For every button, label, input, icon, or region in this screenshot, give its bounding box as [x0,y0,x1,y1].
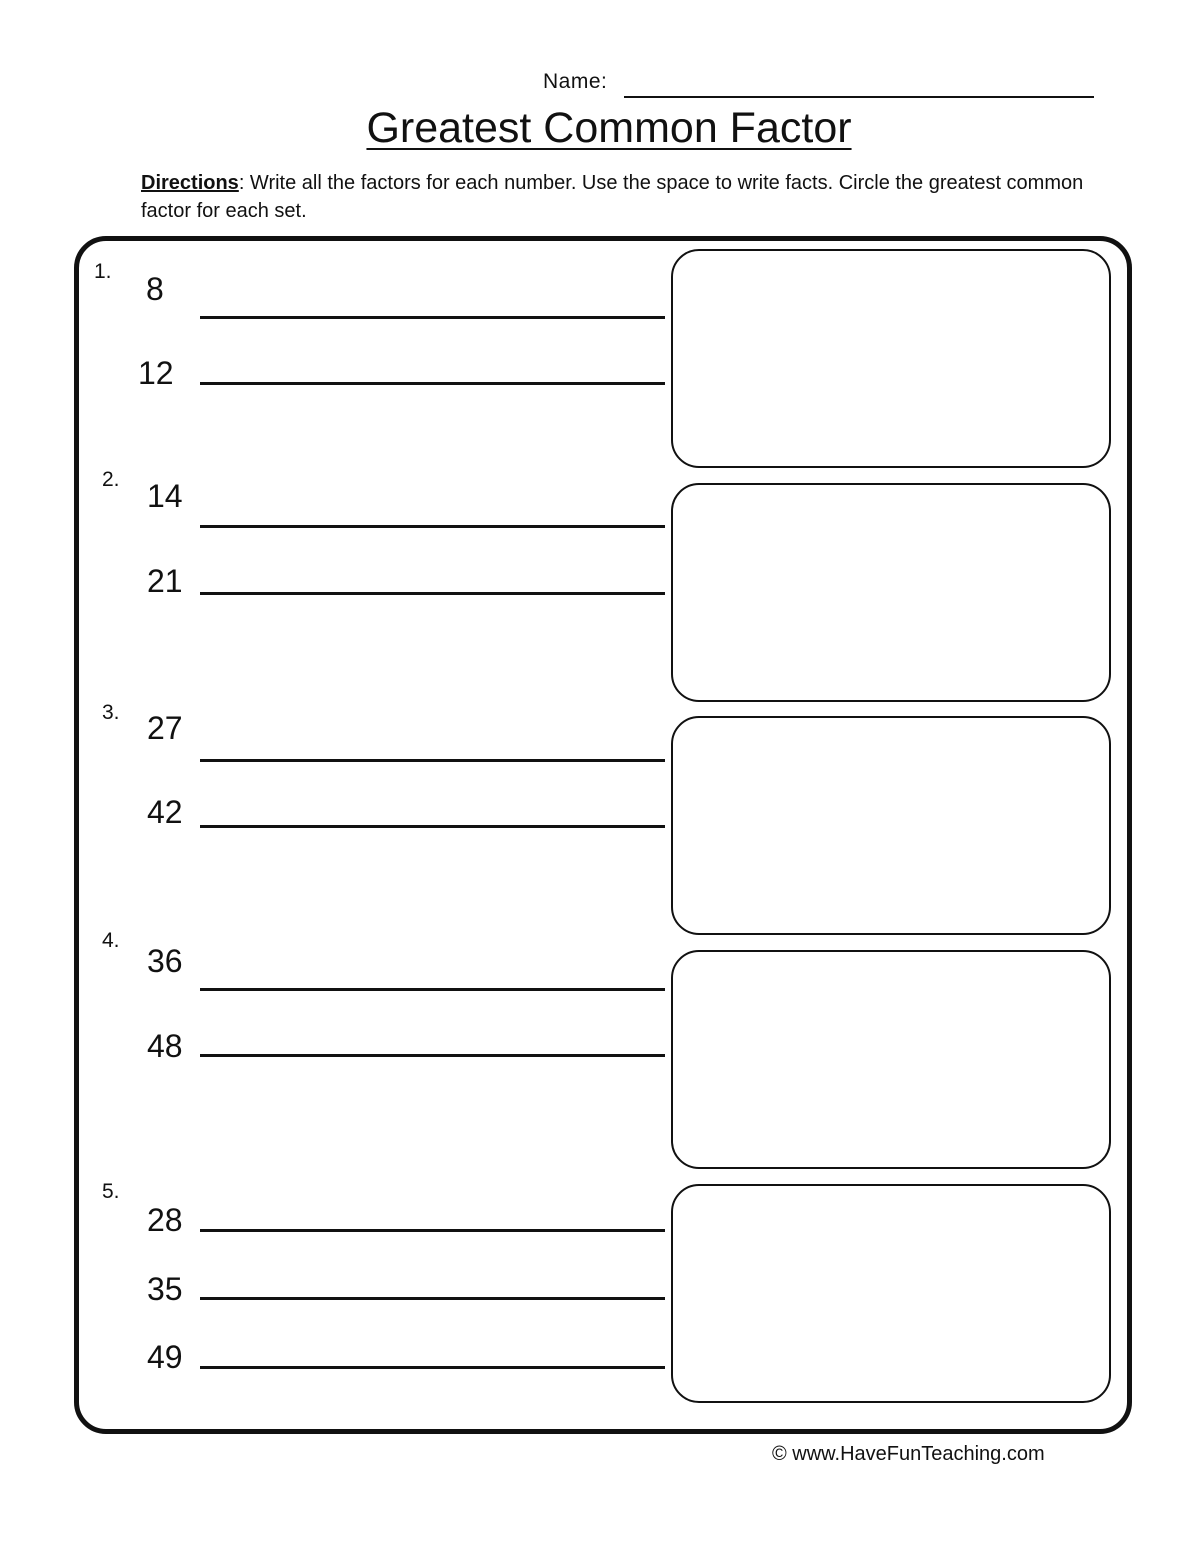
name-label: Name: [543,70,608,93]
problem-5-answer-line-1[interactable] [200,1229,665,1232]
problem-1-work-box[interactable] [671,249,1111,468]
problem-5-answer-line-3[interactable] [200,1366,665,1369]
problem-2-label: 2. [102,468,120,491]
problem-5-number-3: 49 [147,1339,183,1375]
problem-5-work-box[interactable] [671,1184,1111,1403]
problem-3-answer-line-2[interactable] [200,825,665,828]
copyright-footer: © www.HaveFunTeaching.com [772,1443,1045,1465]
problem-1-number-2: 12 [138,355,174,391]
problem-1-answer-line-2[interactable] [200,382,665,385]
problem-2-work-box[interactable] [671,483,1111,702]
problem-3-number-2: 42 [147,794,183,830]
problem-4-work-box[interactable] [671,950,1111,1169]
problem-1-number-1: 8 [146,271,164,307]
problem-4-answer-line-1[interactable] [200,988,665,991]
problem-4-number-2: 48 [147,1028,183,1064]
directions-text: : Write all the factors for each number. Use the space to write facts. Circle the greatest common factor for each set. [141,172,1084,222]
page-title: Greatest Common Factor [366,104,852,152]
name-blank-line[interactable] [624,96,1094,98]
problem-3-work-box[interactable] [671,716,1111,935]
problem-4-label: 4. [102,929,120,952]
directions-label: Directions [141,172,239,194]
problem-2-number-1: 14 [147,478,183,514]
problem-5-label: 5. [102,1180,120,1203]
problem-1-label: 1. [94,260,112,283]
problem-2-answer-line-2[interactable] [200,592,665,595]
problem-5-number-1: 28 [147,1202,183,1238]
problem-2-answer-line-1[interactable] [200,525,665,528]
problem-3-label: 3. [102,701,120,724]
problem-5-number-2: 35 [147,1271,183,1307]
problem-1-answer-line-1[interactable] [200,316,665,319]
problem-2-number-2: 21 [147,563,183,599]
problem-3-answer-line-1[interactable] [200,759,665,762]
problem-3-number-1: 27 [147,710,183,746]
problem-4-answer-line-2[interactable] [200,1054,665,1057]
problem-5-answer-line-2[interactable] [200,1297,665,1300]
problem-4-number-1: 36 [147,943,183,979]
directions [141,169,1101,225]
